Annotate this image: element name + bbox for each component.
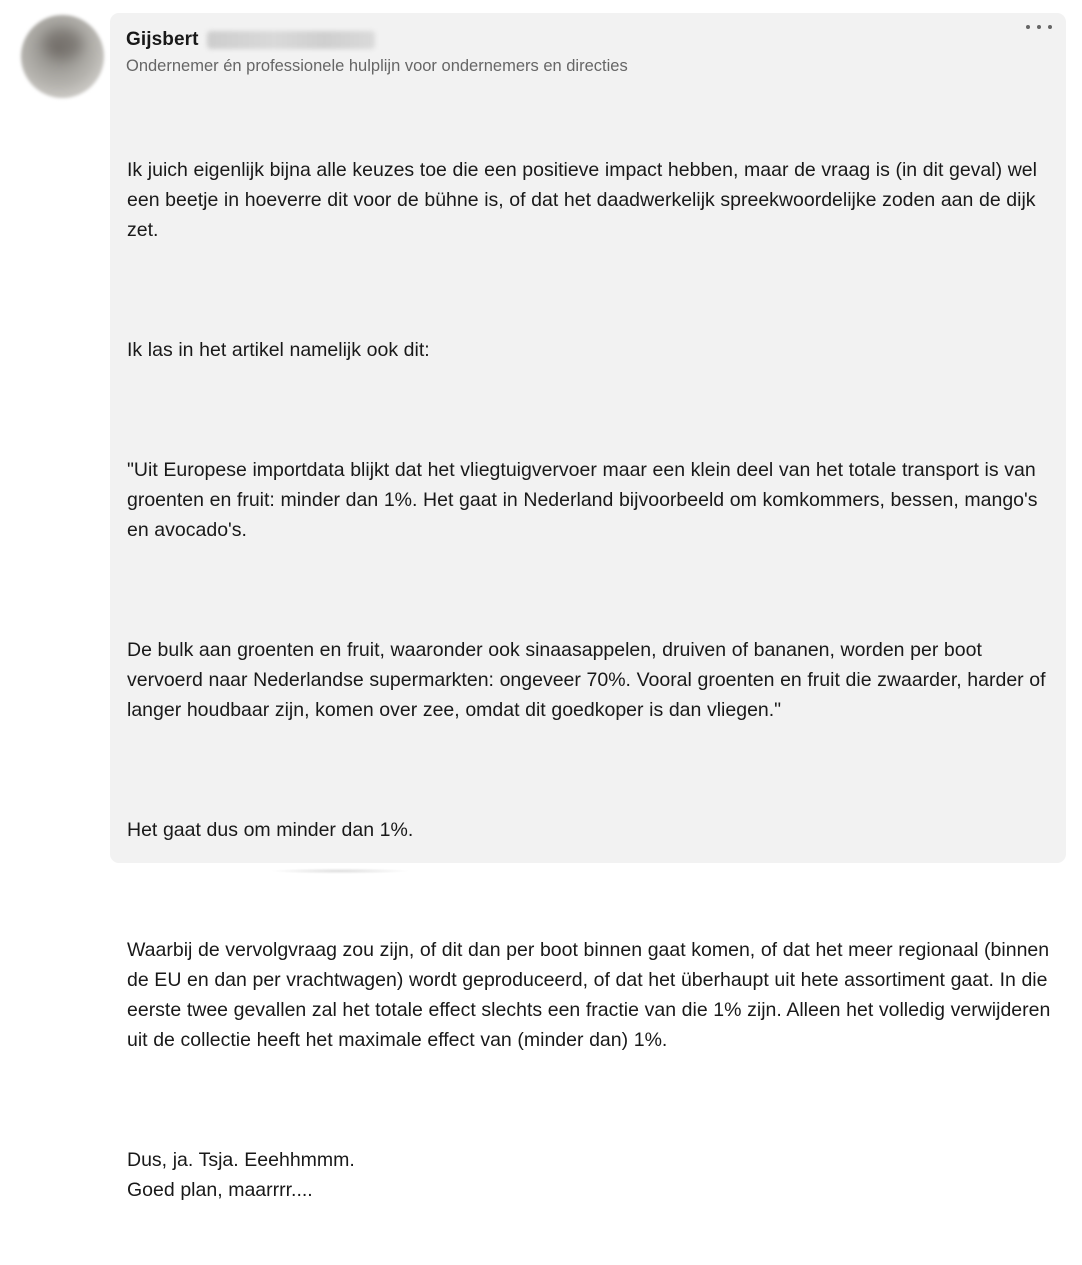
quoted-paragraph: De bulk aan groenten en fruit, waaronder ook sinaasappelen, druiven of bananen, worden per boot vervoerd naar Nederlandse supermarkten: ongeveer 70%. Vooral groenten en fruit die zwaarder, harder of langer houdbaar zijn, komen over zee, omdat dit goedkoper is dan vliegen." [127, 639, 1052, 721]
author-headline: Ondernemer én professionele hulplijn voor ondernemers en directies [126, 57, 628, 75]
ellipsis-dot [1048, 25, 1052, 29]
quoted-paragraph: "Uit Europese importdata blijkt dat het vliegtuigvervoer maar een klein deel van het totale transport is van groenten en fruit: minder dan 1%. Het gaat in Nederland bijvoorbeeld om komkommers, bessen, mango's en avocado's. [127, 459, 1044, 541]
comment-header [126, 26, 1006, 77]
more-options-button[interactable] [1026, 19, 1052, 35]
comment-bubble [110, 13, 1066, 1201]
ellipsis-horizontal-icon [1026, 25, 1030, 29]
reaction-bar-hint [270, 868, 410, 874]
comment-paragraph: Dus, ja. Tsja. Eeehhmmm. Goed plan, maarrrr.... [127, 1149, 355, 1201]
comment-paragraph: Ik juich eigenlijk bijna alle keuzes toe die een positieve impact hebben, maar de vraag is (in dit geval) wel een beetje in hoeverre dit voor de bühne is, of dat het daadwerkelijk spreekwoordelijke zoden aan de dijk zet. [127, 159, 1043, 241]
avatar[interactable] [21, 15, 104, 98]
ellipsis-dot [1037, 25, 1041, 29]
comment-text [127, 95, 1056, 1265]
author-row [126, 26, 1006, 54]
comment-paragraph: Waarbij de vervolgvraag zou zijn, of dit dan per boot binnen gaat komen, of dat het meer regionaal (binnen de EU en dan per vrachtwagen) wordt geproduceerd, of dat het überhaupt uit hete assortiment gaat. In die eerste twee gevallen zal het totale effect slechts een fractie van die 1% zijn. Alleen het volledig verwijderen uit de collectie heeft het maximale effect van (minder dan) 1%. [127, 939, 1056, 1051]
redacted-surname [207, 31, 375, 49]
comment-paragraph: Ik las in het artikel namelijk ook dit: [127, 339, 430, 361]
author-name[interactable]: Gijsbert [126, 29, 199, 50]
comment-paragraph: Het gaat dus om minder dan 1%. [127, 819, 414, 841]
